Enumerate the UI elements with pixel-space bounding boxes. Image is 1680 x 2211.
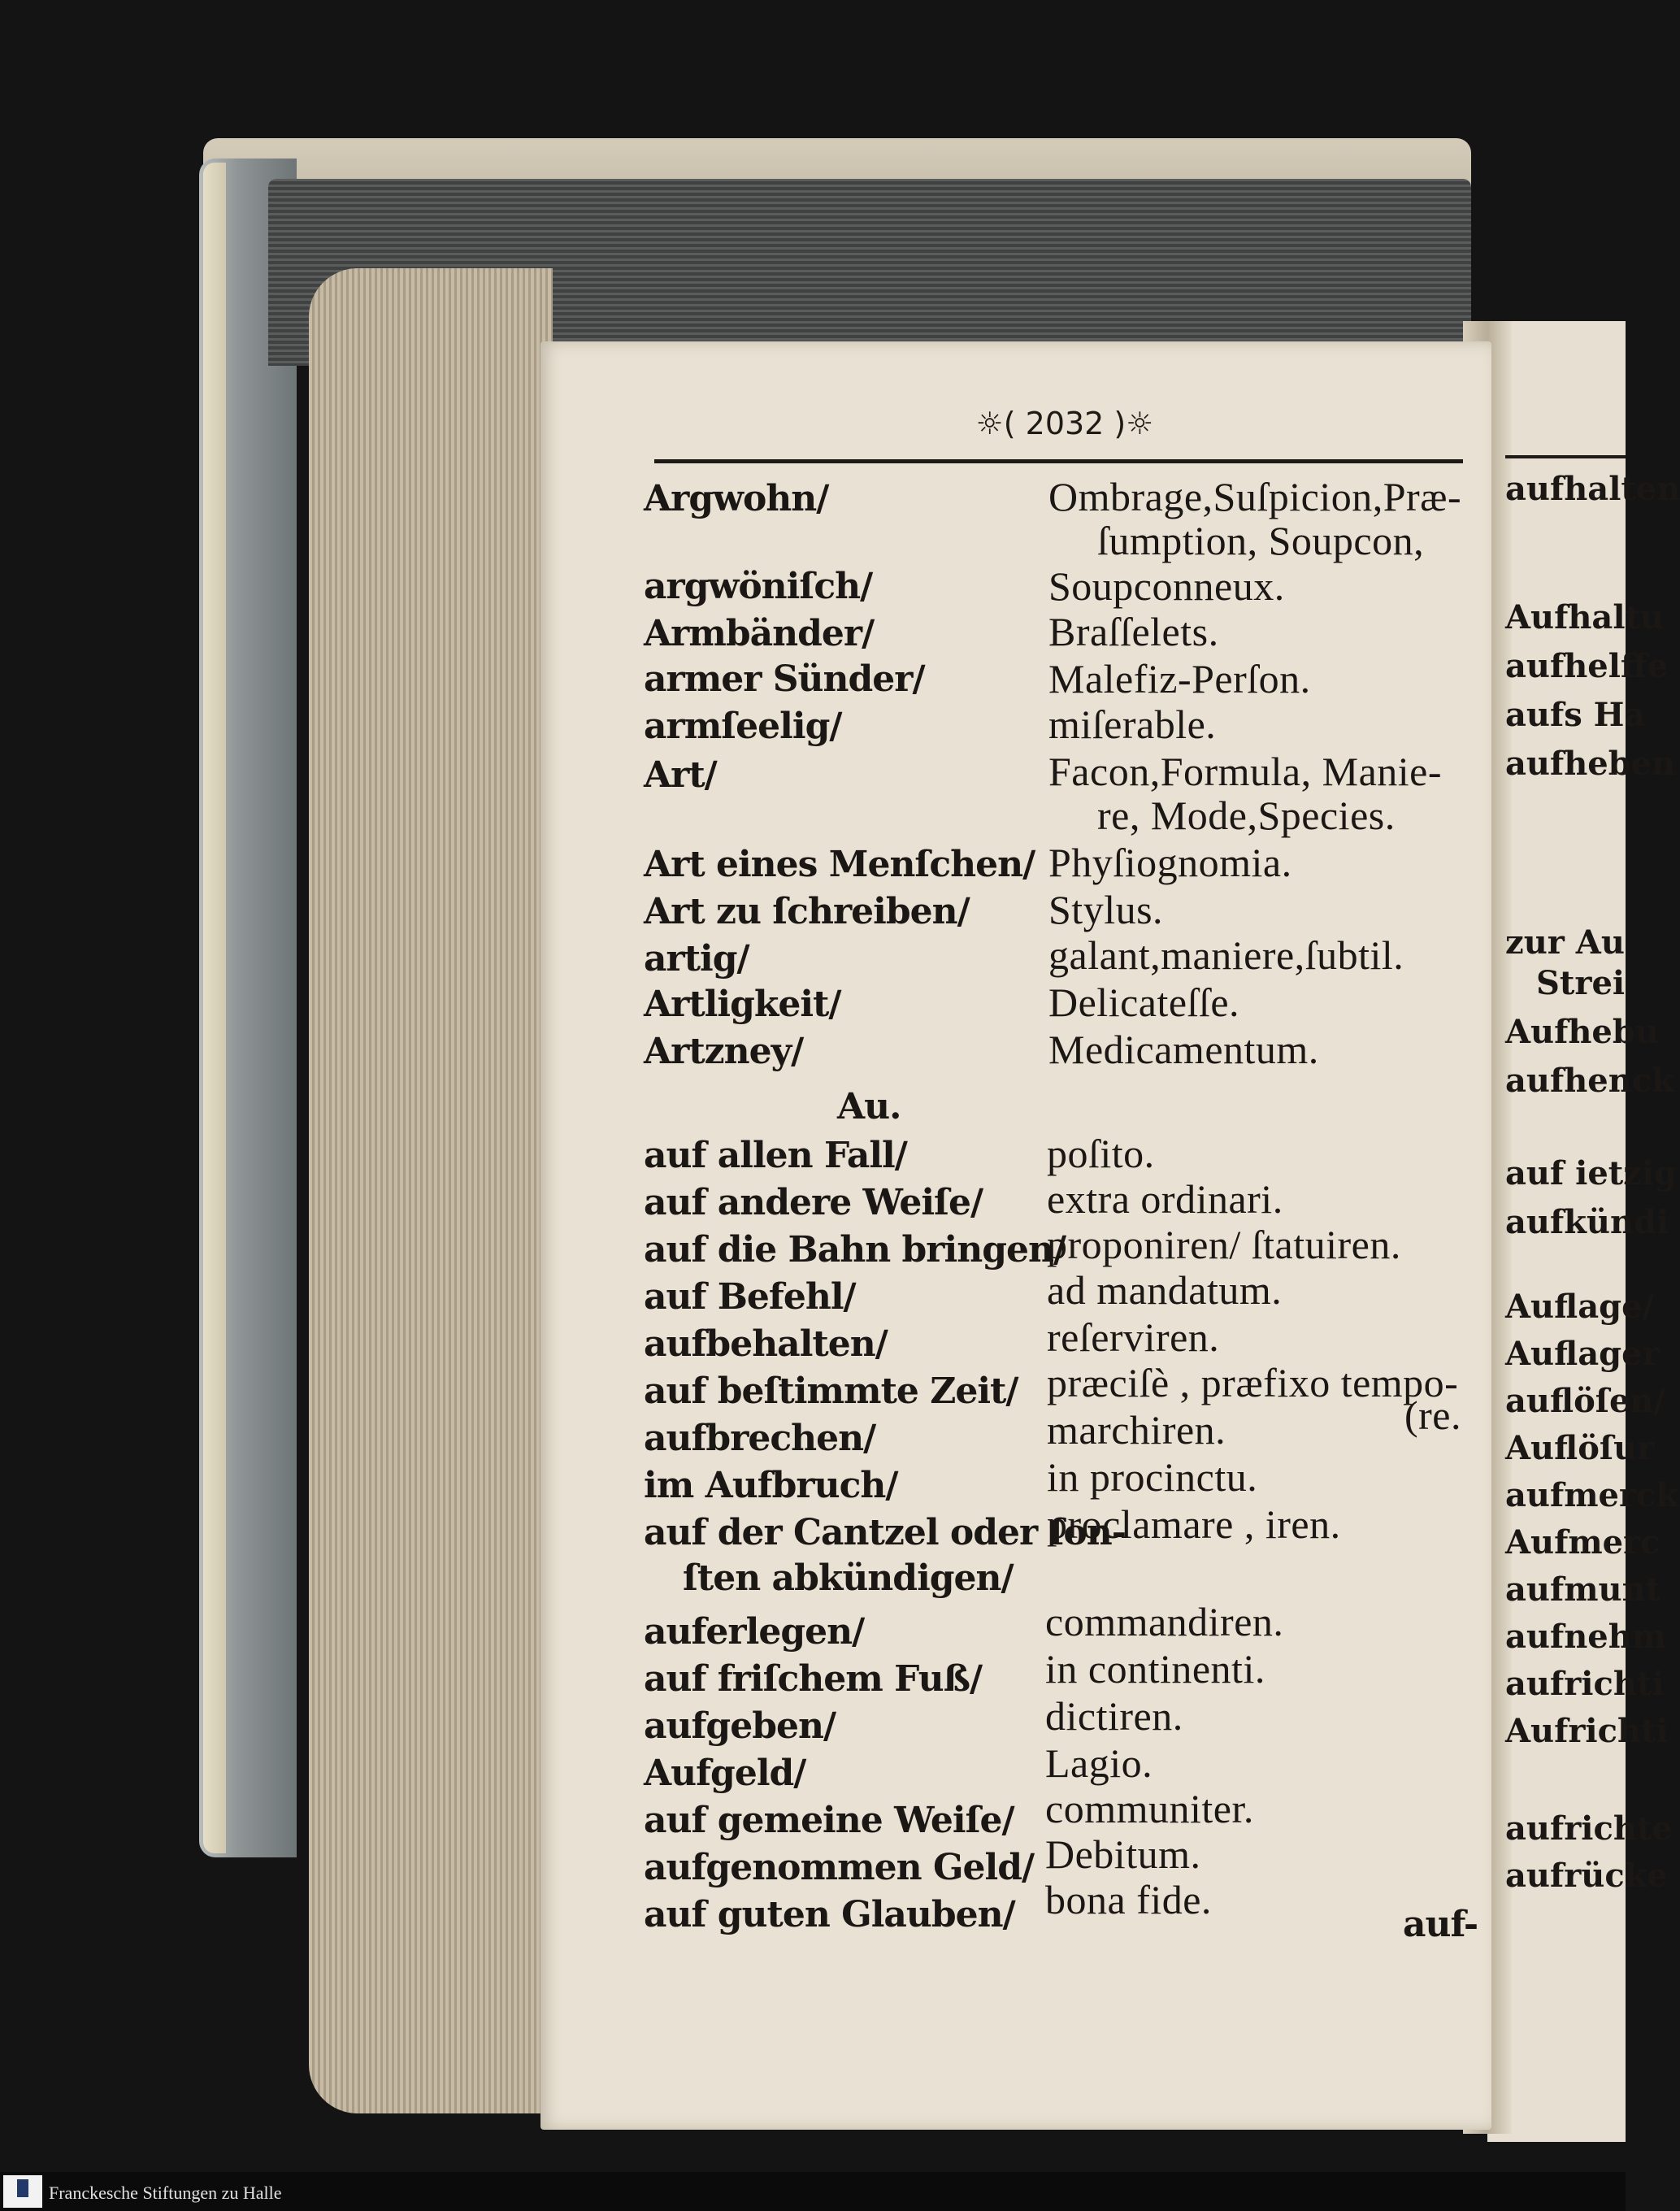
entry-german: aufgenommen Geld/ <box>644 1847 1035 1888</box>
facing-page-text: aufkündi <box>1505 1203 1669 1241</box>
facing-page-text: Strei <box>1536 964 1626 1002</box>
entry-latin: ad mandatum. <box>1047 1267 1283 1313</box>
entry-german: aufbrechen/ <box>644 1418 876 1459</box>
entry-latin: marchiren. <box>1047 1407 1226 1453</box>
facing-header-rule <box>1505 455 1626 458</box>
entry-latin: proponiren/ ſtatuiren. <box>1047 1222 1401 1267</box>
facing-page-text: Auflöſur <box>1505 1429 1655 1467</box>
entry-german: Artligkeit/ <box>644 984 841 1025</box>
entry-german: auf beſtimmte Zeit/ <box>644 1370 1018 1412</box>
facing-page-text: Aufhebu <box>1505 1013 1659 1051</box>
turnover-line: (re. <box>1404 1392 1461 1438</box>
entry-latin: commandiren. <box>1045 1599 1284 1644</box>
entry-german: im Aufbruch/ <box>644 1465 898 1506</box>
entry-german: artig/ <box>644 938 749 980</box>
spine-edge <box>203 163 226 1853</box>
facing-page-text: Aufrichti <box>1505 1712 1669 1750</box>
entry-latin: communiter. <box>1045 1786 1254 1831</box>
entry-latin: galant,maniere,ſubtil. <box>1048 932 1404 978</box>
section-heading: Au. <box>837 1086 901 1127</box>
entry-german: auf guten Glauben/ <box>644 1894 1015 1935</box>
entry-german: aufgeben/ <box>644 1705 836 1747</box>
entry-latin: in procinctu. <box>1047 1454 1258 1500</box>
facing-page-text: aufrücke <box>1505 1857 1668 1895</box>
entry-latin: in continenti. <box>1045 1646 1265 1692</box>
entry-latin: Debitum. <box>1045 1831 1201 1877</box>
entry-latin: Braſſelets. <box>1048 609 1219 654</box>
entry-latin: Stylus. <box>1048 887 1164 932</box>
page-header <box>902 405 1227 454</box>
entry-german: Aufgeld/ <box>644 1753 806 1794</box>
page-number: ☼( 2032 )☼ <box>975 406 1154 441</box>
entry-latin: poſito. <box>1047 1131 1155 1176</box>
footer-credit: Franckesche Stiftungen zu Halle <box>49 2183 282 2203</box>
facing-page-text: zur Au <box>1505 923 1625 962</box>
catchword: auf- <box>1403 1904 1478 1945</box>
facing-page-text: auflöſen/ <box>1505 1382 1666 1420</box>
entry-german: auf allen Fall/ <box>644 1135 907 1176</box>
entry-german: auf die Bahn bringen/ <box>644 1229 1066 1271</box>
facing-page-text: aufheben <box>1505 745 1676 783</box>
entry-latin: Delicateſſe. <box>1048 980 1240 1025</box>
facing-page-text: Auflager <box>1505 1335 1660 1373</box>
entry-german: Art eines Menſchen/ <box>644 844 1035 885</box>
facing-page-text: auf ietzig <box>1505 1154 1678 1192</box>
entry-latin: præciſè , præfixo tempo- <box>1047 1360 1459 1405</box>
entry-german: auf gemeine Weiſe/ <box>644 1800 1014 1841</box>
entry-latin: Facon,Formula, Manie- <box>1048 749 1443 794</box>
entry-latin: Soupconneux. <box>1048 563 1285 609</box>
entry-latin: extra ordinari. <box>1047 1176 1283 1222</box>
entry-latin: ſumption, Soupcon, <box>1097 518 1425 563</box>
entry-latin: proclamare , iren. <box>1047 1501 1341 1547</box>
institution-logo-icon <box>3 2175 42 2208</box>
entry-latin: Phyſiognomia. <box>1048 840 1292 885</box>
entry-german: Art/ <box>644 754 717 796</box>
entry-latin: miſerable. <box>1048 702 1217 747</box>
entry-german: Artzney/ <box>644 1031 804 1072</box>
entry-latin: Lagio. <box>1045 1740 1153 1786</box>
footer-bar <box>0 2172 1626 2211</box>
entry-latin: bona fide. <box>1045 1877 1212 1922</box>
facing-page-text: aufrichte <box>1505 1809 1673 1848</box>
entry-german: argwöniſch/ <box>644 566 873 607</box>
entry-german: ſten abkündigen/ <box>683 1557 1014 1599</box>
facing-page-text: aufhalten <box>1505 470 1680 508</box>
facing-page-text: aufnehm <box>1505 1618 1667 1656</box>
facing-page-text: Auflage/ <box>1505 1288 1655 1326</box>
entry-german: Argwohn/ <box>644 478 829 519</box>
entry-german: armer Sünder/ <box>644 658 925 700</box>
facing-page-text: aufhenck <box>1505 1062 1674 1100</box>
entry-latin: dictiren. <box>1045 1693 1183 1739</box>
entry-german: auferlegen/ <box>644 1611 865 1653</box>
facing-page-text: aufrichti <box>1505 1665 1665 1703</box>
entry-latin: re, Mode,Species. <box>1097 793 1396 838</box>
facing-page-text: aufmerck <box>1505 1476 1679 1514</box>
entry-latin: reſerviren. <box>1047 1314 1220 1360</box>
entry-latin: Malefiz-Perſon. <box>1048 656 1311 702</box>
entry-latin: Medicamentum. <box>1048 1027 1319 1072</box>
entry-german: Art zu ſchreiben/ <box>644 891 970 932</box>
facing-page-text: aufmunt <box>1505 1570 1661 1609</box>
entry-german: armſeelig/ <box>644 706 842 747</box>
entry-german: auf der Cantzel oder ſon- <box>644 1512 1126 1553</box>
facing-page-text: Aufhaltu <box>1505 598 1665 636</box>
entry-german: auf friſchem Fuß/ <box>644 1658 983 1700</box>
entry-german: auf andere Weiſe/ <box>644 1182 983 1223</box>
entry-latin: Ombrage,Suſpicion,Præ- <box>1048 474 1462 519</box>
facing-page-text: aufhelffe <box>1505 647 1669 685</box>
entry-german: aufbehalten/ <box>644 1323 888 1365</box>
entry-german: Armbänder/ <box>644 613 875 654</box>
header-rule <box>654 459 1463 463</box>
page-edges <box>309 268 553 2113</box>
facing-page-text: Aufmerc <box>1505 1523 1660 1562</box>
facing-page-text: aufs Ha <box>1505 696 1646 734</box>
entry-german: auf Befehl/ <box>644 1276 856 1318</box>
